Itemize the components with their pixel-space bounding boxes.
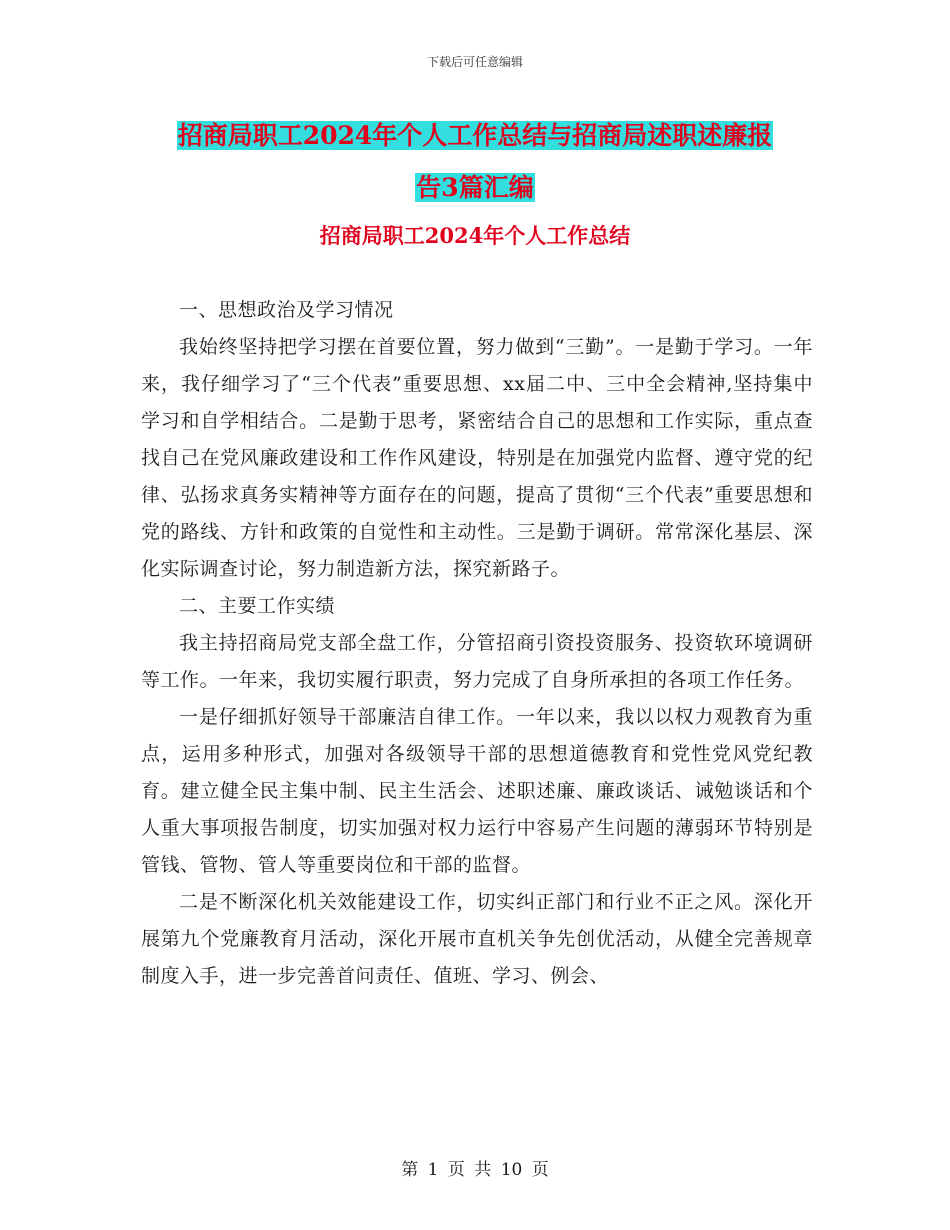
heading-paragraph: 二、主要工作实绩 (179, 595, 336, 617)
body-paragraph: 一是仔细抓好领导干部廉洁自律工作。一年以来，我以以权力观教育为重点，运用多种形式，加强对各级领导干部的思想道德教育和党性党风党纪教育。建立健全民主集中制、民主生活会、述职述廉、廉政谈话、诫勉谈话和个人重大事项报告制度，切实加强对权力运行中容易产生问题的薄弱环节特别是管钱、管物、管人等重要岗位和干部的监督。 (141, 706, 813, 876)
section-title: 招商局职工2024年个人工作总结 (319, 223, 631, 248)
page-number-footer: 第 1 页 共 10 页 (401, 1160, 549, 1180)
document-title-line-2: 告3篇汇编 (416, 173, 534, 202)
body-paragraph: 我始终坚持把学习摆在首要位置，努力做到“三勤”。一是勤于学习。一年来，我仔细学习了“三个代表”重要思想、xx届二中、三中全会精神,坚持集中学习和自学相结合。二是勤于思考，紧密结合自己的思想和工作实际，重点查找自己在党风廉政建设和工作作风建设，特别是在加强党内监督、遵守党的纪律、弘扬求真务实精神等方面存在的问题，提高了贯彻“三个代表”重要思想和党的路线、方针和政策的自觉性和主动性。三是勤于调研。常常深化基层、深化实际调查讨论，努力制造新方法，探究新路子。 (141, 336, 813, 580)
heading-paragraph: 一、思想政治及学习情况 (179, 299, 394, 321)
document-title (0, 110, 950, 214)
body-paragraph: 二是不断深化机关效能建设工作，切实纠正部门和行业不正之风。深化开展第九个党廉教育月活动，深化开展市直机关争先创优活动，从健全完善规章制度入手，进一步完善首问责任、值班、学习、例会、 (141, 891, 813, 987)
header-note: 下载后可任意编辑 (426, 55, 523, 69)
body-paragraph: 我主持招商局党支部全盘工作，分管招商引资投资服务、投资软环境调研等工作。一年来，我切实履行职责，努力完成了自身所承担的各项工作任务。 (141, 632, 813, 691)
body-text (141, 292, 813, 995)
document-title-line-1: 招商局职工2024年个人工作总结与招商局述职述廉报 (177, 121, 773, 150)
